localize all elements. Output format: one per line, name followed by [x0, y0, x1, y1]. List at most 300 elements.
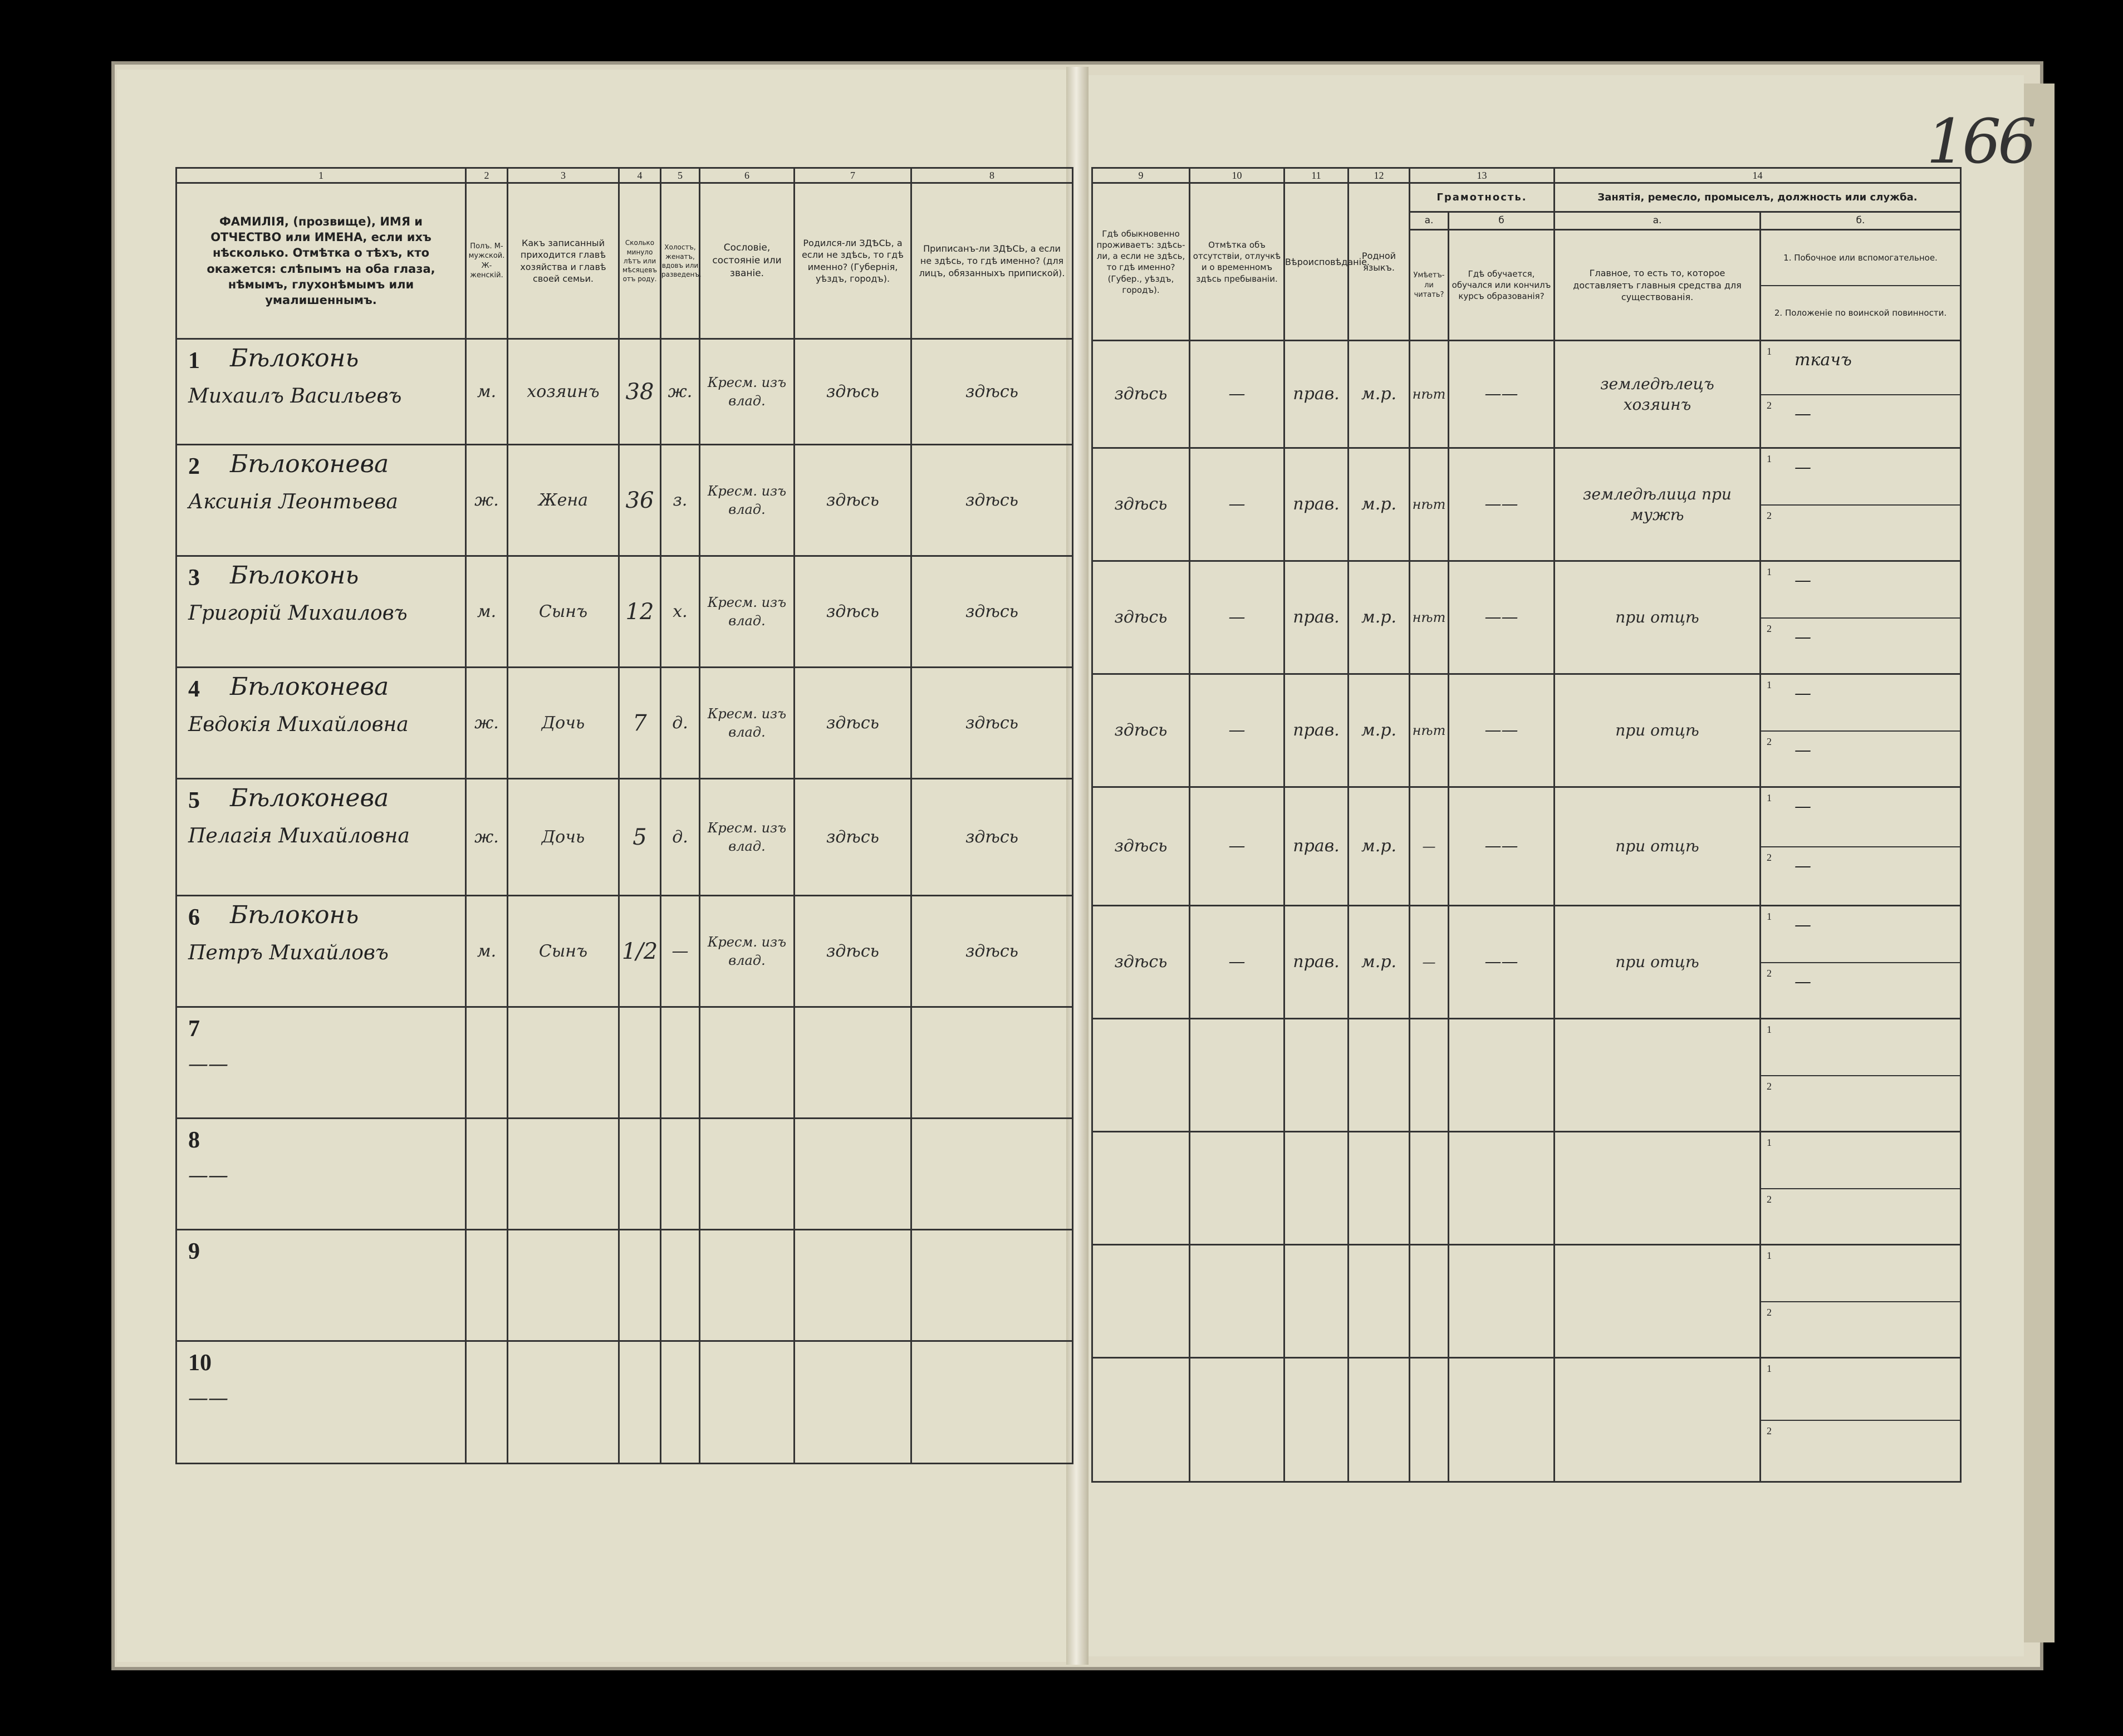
header-letter: а. — [1410, 212, 1449, 230]
right-row — [1092, 674, 1961, 787]
subrow-label: 2 — [1767, 1425, 1772, 1437]
religion-cell — [1284, 1358, 1349, 1482]
birthplace-cell: здѣсь — [795, 339, 911, 445]
name-cell — [176, 1341, 466, 1464]
age-cell: 5 — [619, 779, 661, 896]
header-side-occupation — [1761, 230, 1961, 341]
subrow-label: 1 — [1767, 792, 1772, 804]
col-num: 11 — [1284, 168, 1349, 183]
name-cell — [176, 896, 466, 1007]
marital-cell: — — [661, 896, 700, 1007]
military-status — [1761, 506, 1960, 560]
school-cell: —— — [1449, 448, 1555, 561]
birthplace-cell — [795, 1230, 911, 1341]
reads-cell: нѣт — [1410, 341, 1449, 448]
estate-cell — [700, 1119, 795, 1230]
age-cell: 1/2 — [619, 896, 661, 1007]
estate-cell: Кресм. изъ влад. — [700, 668, 795, 779]
registered-cell: здѣсь — [911, 896, 1073, 1007]
row-number: 4 — [188, 676, 200, 703]
marital-cell — [661, 1341, 700, 1464]
main-occupation-cell — [1555, 1245, 1761, 1358]
marital-cell: з. — [661, 445, 700, 556]
language-cell: м.р. — [1349, 906, 1410, 1019]
side-occupation-cell — [1761, 448, 1961, 561]
estate-cell — [700, 1230, 795, 1341]
relation-cell — [508, 1119, 619, 1230]
military-status — [1761, 1189, 1960, 1244]
right-row — [1092, 787, 1961, 906]
religion-cell: прав. — [1284, 448, 1349, 561]
age-cell: 38 — [619, 339, 661, 445]
estate-cell: Кресм. изъ влад. — [700, 556, 795, 668]
reads-cell — [1410, 1019, 1449, 1132]
language-cell: м.р. — [1349, 448, 1410, 561]
surname: Бѣлоконева — [230, 784, 389, 813]
registered-cell: здѣсь — [911, 668, 1073, 779]
row-number: 8 — [188, 1127, 200, 1154]
sex-cell: м. — [466, 556, 508, 668]
left-column-numbers — [176, 168, 1073, 183]
subrow-label: 1 — [1767, 346, 1772, 357]
header-age: Сколько минуло лѣтъ или мѣсяцевъ отъ роду. — [619, 183, 661, 339]
side-occupation-1 — [1761, 1019, 1960, 1076]
given-name: Петръ Михайловъ — [188, 941, 389, 965]
header-side-1: 1. Побочное или вспомогательное. — [1761, 231, 1960, 286]
side-occupation-cell — [1761, 1245, 1961, 1358]
estate-cell: Кресм. изъ влад. — [700, 896, 795, 1007]
side-occupation-value: ткачъ — [1795, 350, 1852, 370]
registered-cell — [911, 1007, 1073, 1119]
side-occupation-1 — [1761, 341, 1960, 395]
school-cell — [1449, 1019, 1555, 1132]
marital-cell — [661, 1119, 700, 1230]
relation-cell — [508, 1230, 619, 1341]
side-occupation-value: — — [1795, 571, 1811, 591]
subrow-label: 2 — [1767, 510, 1772, 522]
reads-cell — [1410, 1358, 1449, 1482]
header-main-occupation: Главное, то есть то, которое доставляетъ главныя средства для существованія. — [1555, 230, 1761, 341]
reads-cell: нѣт — [1410, 674, 1449, 787]
col-num: 8 — [911, 168, 1073, 183]
right-row — [1092, 1245, 1961, 1358]
birthplace-cell: здѣсь — [795, 556, 911, 668]
language-cell: м.р. — [1349, 341, 1410, 448]
left-row — [176, 1007, 1073, 1119]
marital-cell: д. — [661, 779, 700, 896]
age-cell — [619, 1341, 661, 1464]
religion-cell: прав. — [1284, 674, 1349, 787]
birthplace-cell: здѣсь — [795, 896, 911, 1007]
school-cell: —— — [1449, 906, 1555, 1019]
name-cell — [176, 1119, 466, 1230]
reads-cell: — — [1410, 787, 1449, 906]
relation-cell: Дочь — [508, 668, 619, 779]
relation-cell — [508, 1341, 619, 1464]
absence-cell — [1190, 1019, 1284, 1132]
military-status — [1761, 1302, 1960, 1357]
birthplace-cell — [795, 1341, 911, 1464]
side-occupation-value: — — [1795, 915, 1811, 935]
age-cell: 7 — [619, 668, 661, 779]
header-estate: Сословіе, состояніе или званіе. — [700, 183, 795, 339]
given-name: —— — [188, 1387, 228, 1410]
left-row — [176, 339, 1073, 445]
row-number: 9 — [188, 1239, 200, 1265]
subrow-label: 1 — [1767, 1250, 1772, 1262]
marital-cell: х. — [661, 556, 700, 668]
school-cell: —— — [1449, 674, 1555, 787]
side-occupation-cell — [1761, 1358, 1961, 1482]
school-cell: —— — [1449, 561, 1555, 674]
name-cell — [176, 556, 466, 668]
main-occupation-cell: при отцѣ — [1555, 674, 1761, 787]
residence-cell: здѣсь — [1092, 674, 1190, 787]
header-marital: Холостъ, женатъ, вдовъ или разведенъ. — [661, 183, 700, 339]
header-religion: Вѣроисповѣданіе. — [1284, 183, 1349, 341]
given-name: Михаилъ Васильевъ — [188, 385, 402, 408]
religion-cell: прав. — [1284, 787, 1349, 906]
col-num: 13 — [1410, 168, 1555, 183]
main-occupation-cell: при отцѣ — [1555, 906, 1761, 1019]
main-occupation-cell: при отцѣ — [1555, 787, 1761, 906]
name-cell — [176, 668, 466, 779]
side-occupation-cell — [1761, 561, 1961, 674]
side-occupation-1 — [1761, 906, 1960, 963]
military-status-value: — — [1795, 856, 1811, 876]
registered-cell: здѣсь — [911, 339, 1073, 445]
header-letter: б — [1449, 212, 1555, 230]
subrow-label: 2 — [1767, 400, 1772, 411]
row-number: 2 — [188, 454, 200, 480]
relation-cell — [508, 1007, 619, 1119]
marital-cell: ж. — [661, 339, 700, 445]
language-cell: м.р. — [1349, 674, 1410, 787]
school-cell — [1449, 1358, 1555, 1482]
marital-cell: д. — [661, 668, 700, 779]
side-occupation-cell — [1761, 1132, 1961, 1245]
header-absence: Отмѣтка объ отсутствіи, отлучкѣ и о временномъ здѣсь пребываніи. — [1190, 183, 1284, 341]
header-language: Родной языкъ. — [1349, 183, 1410, 341]
subrow-label: 2 — [1767, 736, 1772, 748]
given-name: Аксинія Леонтьева — [188, 491, 398, 514]
age-cell: 12 — [619, 556, 661, 668]
side-occupation-cell — [1761, 787, 1961, 906]
surname: Бѣлоконева — [230, 450, 389, 479]
school-cell — [1449, 1245, 1555, 1358]
col-num: 9 — [1092, 168, 1190, 183]
side-occupation-1 — [1761, 1132, 1960, 1189]
birthplace-cell — [795, 1007, 911, 1119]
left-row — [176, 668, 1073, 779]
language-cell — [1349, 1358, 1410, 1482]
residence-cell: здѣсь — [1092, 448, 1190, 561]
school-cell: —— — [1449, 787, 1555, 906]
sex-cell: ж. — [466, 668, 508, 779]
military-status — [1761, 732, 1960, 786]
side-occupation-1 — [1761, 675, 1960, 732]
religion-cell: прав. — [1284, 341, 1349, 448]
residence-cell — [1092, 1019, 1190, 1132]
side-occupation-1 — [1761, 562, 1960, 619]
surname: Бѣлоконь — [230, 344, 359, 373]
page-edges — [2021, 84, 2055, 1642]
birthplace-cell: здѣсь — [795, 668, 911, 779]
given-name: Евдокія Михайловна — [188, 713, 409, 737]
reads-cell — [1410, 1245, 1449, 1358]
header-registered: Приписанъ-ли ЗДѢСЬ, а если не здѣсь, то гдѣ именно? (для лицъ, обязанныхъ припиской). — [911, 183, 1073, 339]
estate-cell — [700, 1341, 795, 1464]
registered-cell: здѣсь — [911, 445, 1073, 556]
left-row — [176, 896, 1073, 1007]
header-school: Гдѣ обучается, обучался или кончилъ курсъ образованія? — [1449, 230, 1555, 341]
subrow-label: 1 — [1767, 1024, 1772, 1036]
language-cell: м.р. — [1349, 787, 1410, 906]
right-row — [1092, 906, 1961, 1019]
right-row — [1092, 1019, 1961, 1132]
name-cell — [176, 339, 466, 445]
military-status-value: — — [1795, 972, 1811, 992]
religion-cell: прав. — [1284, 906, 1349, 1019]
header-letter: а. — [1555, 212, 1761, 230]
marital-cell — [661, 1007, 700, 1119]
language-cell — [1349, 1019, 1410, 1132]
residence-cell — [1092, 1358, 1190, 1482]
subrow-label: 2 — [1767, 1081, 1772, 1092]
school-cell: —— — [1449, 341, 1555, 448]
header-relation: Какъ записанный приходится главѣ хозяйства и главѣ своей семьи. — [508, 183, 619, 339]
subrow-label: 2 — [1767, 852, 1772, 864]
military-status-value: — — [1795, 627, 1811, 648]
side-occupation-1 — [1761, 1359, 1960, 1421]
name-cell — [176, 1230, 466, 1341]
language-cell — [1349, 1245, 1410, 1358]
relation-cell: Жена — [508, 445, 619, 556]
sex-cell: ж. — [466, 779, 508, 896]
header-literacy: Грамотность. — [1410, 183, 1555, 212]
estate-cell: Кресм. изъ влад. — [700, 779, 795, 896]
military-status-value: — — [1795, 741, 1811, 761]
religion-cell — [1284, 1245, 1349, 1358]
age-cell: 36 — [619, 445, 661, 556]
sex-cell: м. — [466, 896, 508, 1007]
military-status — [1761, 619, 1960, 673]
relation-cell: Сынъ — [508, 556, 619, 668]
absence-cell — [1190, 1132, 1284, 1245]
estate-cell: Кресм. изъ влад. — [700, 339, 795, 445]
left-census-table — [175, 167, 1073, 1464]
age-cell — [619, 1007, 661, 1119]
header-residence: Гдѣ обыкновенно проживаетъ: здѣсь-ли, а если не здѣсь, то гдѣ именно? (Губер., уѣздъ, городъ). — [1092, 183, 1190, 341]
religion-cell — [1284, 1132, 1349, 1245]
col-num: 6 — [700, 168, 795, 183]
sex-cell — [466, 1230, 508, 1341]
military-status-value: — — [1795, 404, 1811, 424]
relation-cell: Дочь — [508, 779, 619, 896]
marital-cell — [661, 1230, 700, 1341]
surname: Бѣлоконь — [230, 561, 359, 590]
absence-cell — [1190, 1245, 1284, 1358]
surname: Бѣлоконь — [230, 901, 359, 930]
header-birthplace: Родился-ли ЗДѢСЬ, а если не здѣсь, то гдѣ именно? (Губернія, уѣздъ, городъ). — [795, 183, 911, 339]
absence-cell: — — [1190, 341, 1284, 448]
left-row — [176, 1341, 1073, 1464]
subrow-label: 1 — [1767, 453, 1772, 465]
age-cell — [619, 1230, 661, 1341]
military-status — [1761, 1076, 1960, 1131]
header-name: ФАМИЛІЯ, (прозвище), ИМЯ и ОТЧЕСТВО или ИМЕНА, если ихъ нѣсколько. Отмѣтка о тѣхъ, кто окажется: слѣпымъ на оба глаза, нѣмымъ, глухонѣмымъ или умалишеннымъ. — [176, 183, 466, 339]
left-row — [176, 445, 1073, 556]
sex-cell — [466, 1007, 508, 1119]
header-side-2: 2. Положеніе по воинской повинности. — [1774, 308, 1947, 318]
header-sex: Полъ. М-мужской. Ж-женскій. — [466, 183, 508, 339]
col-num: 3 — [508, 168, 619, 183]
row-number: 6 — [188, 905, 200, 931]
sex-cell — [466, 1119, 508, 1230]
relation-cell: Сынъ — [508, 896, 619, 1007]
left-row — [176, 779, 1073, 896]
col-num: 10 — [1190, 168, 1284, 183]
col-num: 4 — [619, 168, 661, 183]
subrow-label: 2 — [1767, 1307, 1772, 1318]
col-num: 1 — [176, 168, 466, 183]
right-row — [1092, 341, 1961, 448]
registered-cell — [911, 1119, 1073, 1230]
surname: Бѣлоконева — [230, 673, 389, 702]
left-row — [176, 1230, 1073, 1341]
estate-cell — [700, 1007, 795, 1119]
language-cell — [1349, 1132, 1410, 1245]
right-column-numbers — [1092, 168, 1961, 183]
col-num: 2 — [466, 168, 508, 183]
header-reads: Умѣетъ-ли читать? — [1410, 230, 1449, 341]
subrow-label: 2 — [1767, 623, 1772, 635]
name-cell — [176, 1007, 466, 1119]
absence-cell: — — [1190, 448, 1284, 561]
right-row — [1092, 561, 1961, 674]
left-row — [176, 556, 1073, 668]
subrow-label: 1 — [1767, 566, 1772, 578]
absence-cell: — — [1190, 906, 1284, 1019]
registered-cell: здѣсь — [911, 556, 1073, 668]
col-num: 14 — [1555, 168, 1961, 183]
birthplace-cell: здѣсь — [795, 779, 911, 896]
row-number: 7 — [188, 1016, 200, 1042]
name-cell — [176, 779, 466, 896]
col-num: 7 — [795, 168, 911, 183]
side-occupation-value: — — [1795, 458, 1811, 478]
side-occupation-cell — [1761, 674, 1961, 787]
side-occupation-1 — [1761, 1245, 1960, 1302]
age-cell — [619, 1119, 661, 1230]
absence-cell — [1190, 1358, 1284, 1482]
main-occupation-cell — [1555, 1358, 1761, 1482]
subrow-label: 1 — [1767, 1363, 1772, 1375]
right-row — [1092, 1132, 1961, 1245]
main-occupation-cell — [1555, 1019, 1761, 1132]
main-occupation-cell: при отцѣ — [1555, 561, 1761, 674]
side-occupation-value: — — [1795, 797, 1811, 817]
given-name: —— — [188, 1053, 228, 1076]
col-num: 5 — [661, 168, 700, 183]
row-number: 3 — [188, 565, 200, 591]
language-cell: м.р. — [1349, 561, 1410, 674]
reads-cell — [1410, 1132, 1449, 1245]
subrow-label: 1 — [1767, 911, 1772, 923]
right-census-table — [1091, 167, 1962, 1483]
right-row — [1092, 1358, 1961, 1482]
residence-cell: здѣсь — [1092, 906, 1190, 1019]
row-number: 1 — [188, 348, 200, 374]
row-number: 10 — [188, 1350, 212, 1376]
side-occupation-cell — [1761, 1019, 1961, 1132]
name-cell — [176, 445, 466, 556]
subrow-label: 1 — [1767, 679, 1772, 691]
military-status — [1761, 963, 1960, 1018]
sex-cell: ж. — [466, 445, 508, 556]
row-number: 5 — [188, 788, 200, 814]
given-name: Григорій Михаиловъ — [188, 602, 408, 625]
registered-cell: здѣсь — [911, 779, 1073, 896]
subrow-label: 2 — [1767, 968, 1772, 979]
military-status — [1761, 1421, 1960, 1481]
right-header-row-top — [1092, 183, 1961, 212]
left-header-row — [176, 183, 1073, 339]
main-occupation-cell: земледѣлецъ хозяинъ — [1555, 341, 1761, 448]
side-occupation-1 — [1761, 449, 1960, 506]
sex-cell: м. — [466, 339, 508, 445]
residence-cell — [1092, 1132, 1190, 1245]
military-status — [1761, 847, 1960, 905]
main-occupation-cell: земледѣлица при мужѣ — [1555, 448, 1761, 561]
reads-cell: нѣт — [1410, 561, 1449, 674]
absence-cell: — — [1190, 674, 1284, 787]
given-name: Пелагія Михайловна — [188, 825, 410, 848]
side-occupation-1 — [1761, 788, 1960, 847]
main-occupation-cell — [1555, 1132, 1761, 1245]
subrow-label: 2 — [1767, 1194, 1772, 1205]
subrow-label: 1 — [1767, 1137, 1772, 1149]
side-occupation-value: — — [1795, 684, 1811, 704]
col-num: 12 — [1349, 168, 1410, 183]
registered-cell — [911, 1341, 1073, 1464]
residence-cell: здѣсь — [1092, 561, 1190, 674]
absence-cell: — — [1190, 787, 1284, 906]
military-status — [1761, 395, 1960, 447]
reads-cell: — — [1410, 906, 1449, 1019]
sex-cell — [466, 1341, 508, 1464]
header-letter: б. — [1761, 212, 1961, 230]
absence-cell: — — [1190, 561, 1284, 674]
religion-cell: прав. — [1284, 561, 1349, 674]
religion-cell — [1284, 1019, 1349, 1132]
birthplace-cell: здѣсь — [795, 445, 911, 556]
right-row — [1092, 448, 1961, 561]
estate-cell: Кресм. изъ влад. — [700, 445, 795, 556]
birthplace-cell — [795, 1119, 911, 1230]
reads-cell: нѣт — [1410, 448, 1449, 561]
registered-cell — [911, 1230, 1073, 1341]
left-row — [176, 1119, 1073, 1230]
given-name: —— — [188, 1164, 228, 1188]
header-occupation: Занятія, ремесло, промыселъ, должность или служба. — [1555, 183, 1961, 212]
residence-cell: здѣсь — [1092, 341, 1190, 448]
relation-cell: хозяинъ — [508, 339, 619, 445]
side-occupation-cell — [1761, 906, 1961, 1019]
side-occupation-cell — [1761, 341, 1961, 448]
residence-cell — [1092, 1245, 1190, 1358]
folio-number: 166 — [1926, 106, 2033, 177]
